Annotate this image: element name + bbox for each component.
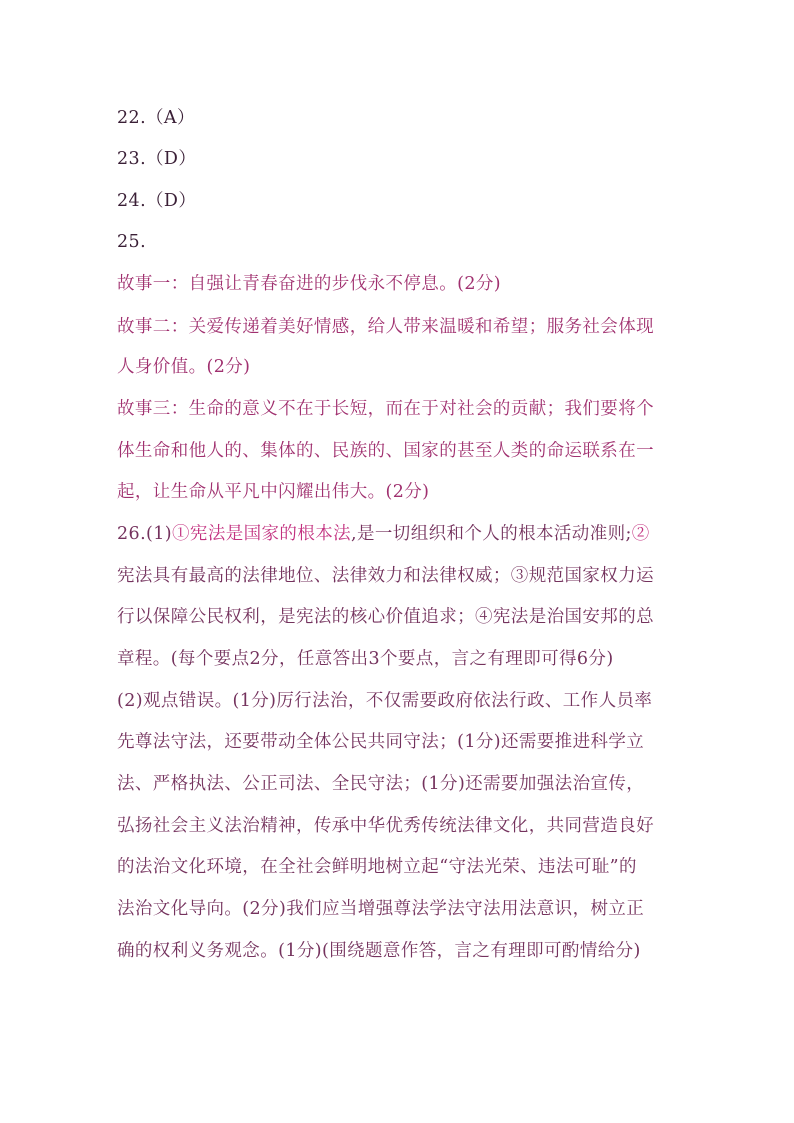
q25-story2-line1: 故事二：关爱传递着美好情感，给人带来温暖和希望；服务社会体现 bbox=[117, 317, 654, 337]
q25-story1: 故事一：自强让青春奋进的步伐永不停息。(2分) bbox=[117, 274, 501, 294]
q26-part2-line3: 法、严格执法、公正司法、全民守法；(1分)还需要加强法治宣传， bbox=[117, 774, 645, 794]
q26-part2-line7: 确的权利义务观念。(1分)(围绕题意作答，言之有理即可酌情给分) bbox=[117, 941, 641, 961]
q26-part1-rest: ,是一切组织和个人的根本活动准则; bbox=[351, 524, 632, 544]
q25-story3-line2: 体生命和他人的、集体的、民族的、国家的甚至人类的命运联系在一 bbox=[117, 441, 654, 461]
q26-part1-highlight: ①宪法是国家的根本法 bbox=[172, 524, 352, 544]
q26-part2-line1: (2)观点错误。(1分)厉行法治，不仅需要政府依法行政、工作人员率 bbox=[117, 691, 653, 711]
answer-22: 22.（A） bbox=[117, 108, 195, 128]
q26-part1-line2: 宪法具有最高的法律地位、法律效力和法律权威；③规范国家权力运 bbox=[117, 566, 654, 586]
q25-story2-line2: 人身价值。(2分) bbox=[117, 357, 251, 377]
q26-part2-line5: 的法治文化环境，在全社会鲜明地树立起“守法光荣、违法可耻”的 bbox=[117, 857, 637, 877]
answer-25-number: 25. bbox=[117, 232, 147, 252]
q26-part1-line4: 章程。(每个要点2分，任意答出3个要点，言之有理即可得6分) bbox=[117, 649, 614, 669]
q25-story3-line3: 起，让生命从平凡中闪耀出伟大。(2分) bbox=[117, 482, 430, 502]
answer-24: 24.（D） bbox=[117, 191, 197, 211]
q25-story3-line1: 故事三：生命的意义不在于长短，而在于对社会的贡献；我们要将个 bbox=[117, 399, 654, 419]
q26-part2-line2: 先尊法守法，还要带动全体公民共同守法；(1分)还需要推进科学立 bbox=[117, 732, 645, 752]
q26-part2-line6: 法治文化导向。(2分)我们应当增强尊法学法守法用法意识，树立正 bbox=[117, 899, 645, 919]
q26-part2-line4: 弘扬社会主义法治精神，传承中华优秀传统法律文化，共同营造良好 bbox=[117, 816, 654, 836]
q26-part1-line1 bbox=[117, 523, 650, 545]
answer-23: 23.（D） bbox=[117, 149, 197, 169]
q26-part1-prefix: 26.(1) bbox=[117, 524, 173, 544]
q26-part1-circled2: ② bbox=[631, 524, 650, 544]
q26-part1-line3: 行以保障公民权利，是宪法的核心价值追求；④宪法是治国安邦的总 bbox=[117, 607, 654, 627]
